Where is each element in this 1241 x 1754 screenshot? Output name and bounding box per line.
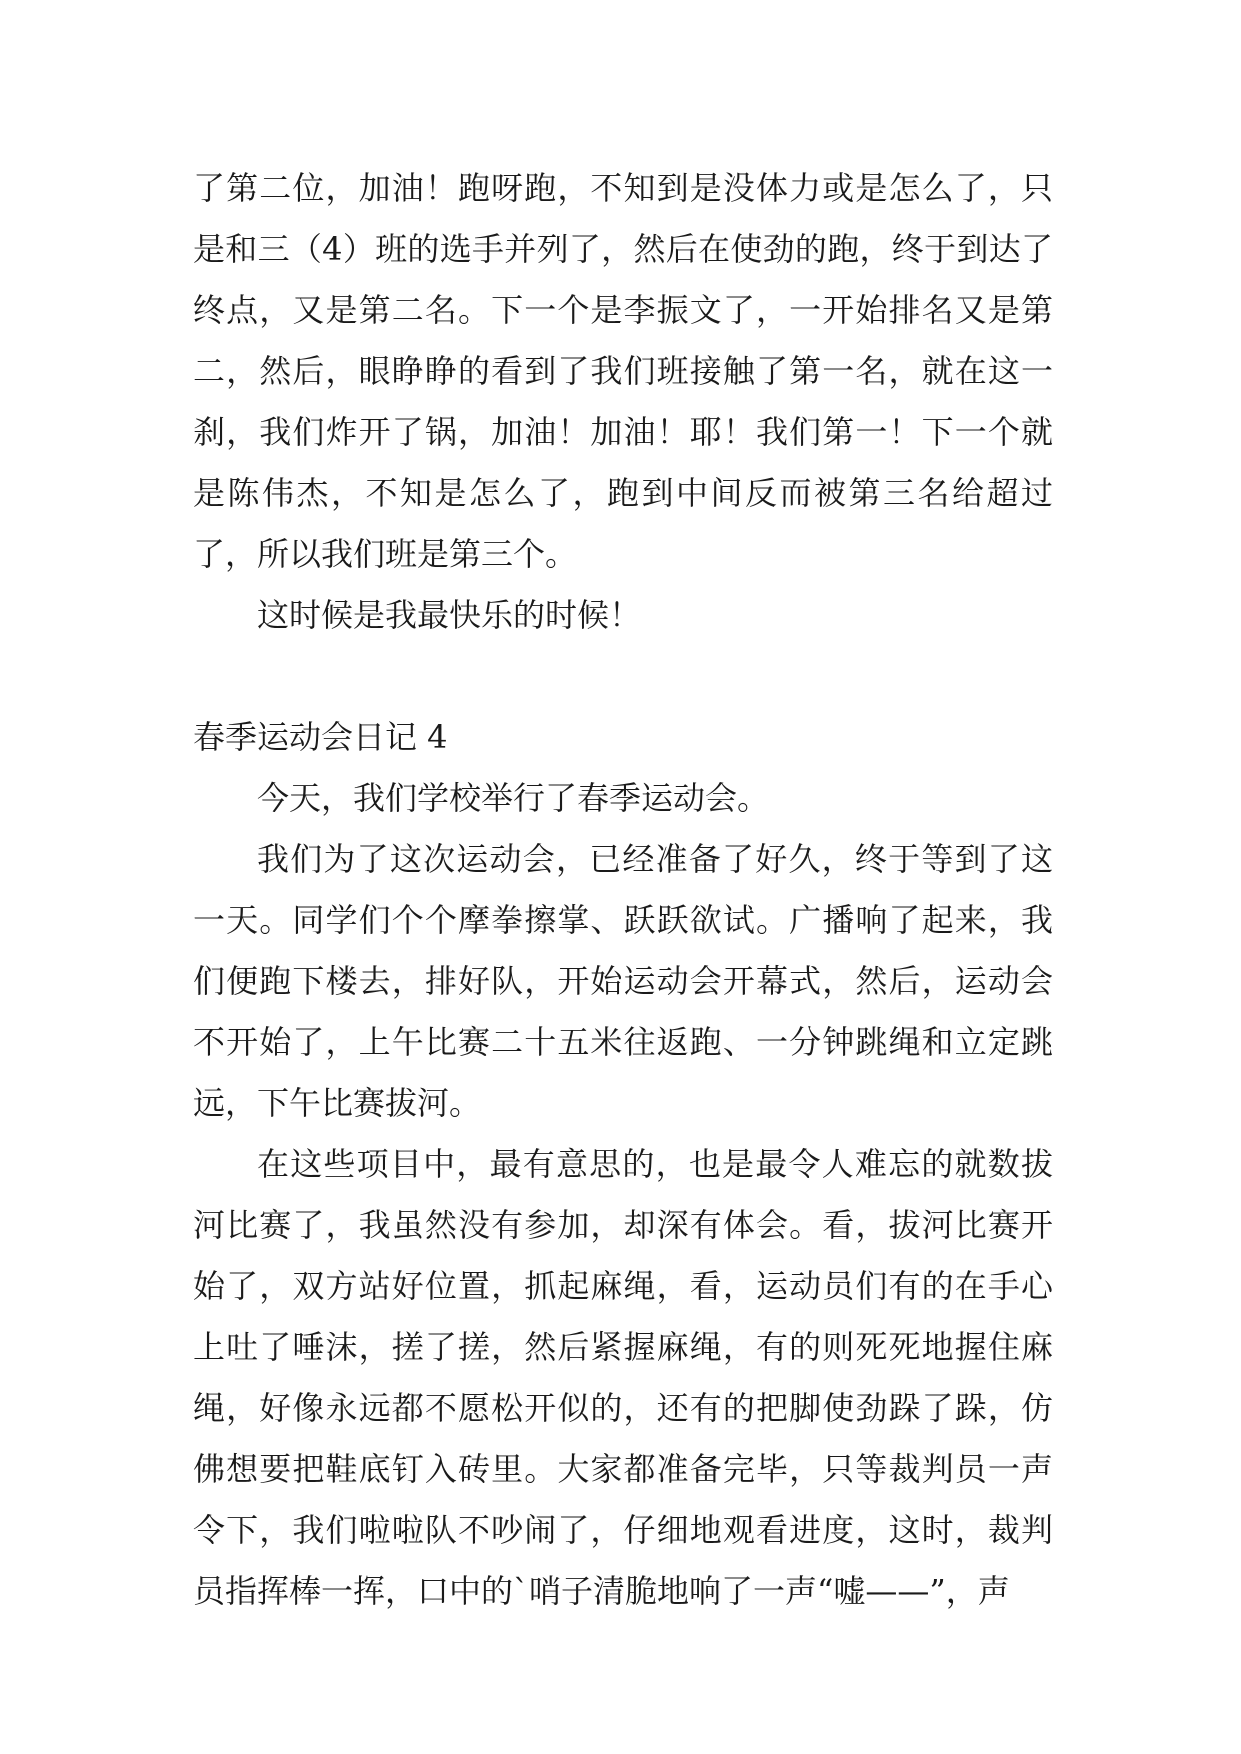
- section-title: 春季运动会日记 4: [193, 718, 448, 756]
- paragraph-preparation: 我们为了这次运动会，已经准备了好久，终于等到了这一天。同学们个个摩拳擦掌、跃跃欲试。广播响了起来，我们便跑下楼去，排好队，开始运动会开幕式，然后，运动会不开始了，上午比赛二十五米往返跑、一分钟跳绳和立定跳远，下午比赛拔河。: [193, 840, 1053, 1122]
- paragraph-happiest-moment: 这时候是我最快乐的时候！: [257, 596, 642, 634]
- section-spacer: [193, 646, 1053, 707]
- paragraph-tug-of-war: 在这些项目中，最有意思的，也是最令人难忘的就数拔河比赛了，我虽然没有参加，却深有体会。看，拔河比赛开始了，双方站好位置，抓起麻绳，看，运动员们有的在手心上吐了唾沫，搓了搓，然后紧握麻绳，有的则死死地握住麻绳，好像永远都不愿松开似的，还有的把脚使劲跺了跺，仿佛想要把鞋底钉入砖里。大家都准备完毕，只等裁判员一声令下，我们啦啦队不吵闹了，仔细地观看进度，这时，裁判员指挥棒一挥，口中的`哨子清脆地响了一声“嘘——”，声: [193, 1145, 1053, 1610]
- document-body: [193, 158, 1053, 1622]
- paragraph-intro: 今天，我们学校举行了春季运动会。: [257, 779, 770, 817]
- paragraph-continued: 了第二位，加油！跑呀跑，不知到是没体力或是怎么了，只是和三（4）班的选手并列了，然后在使劲的跑，终于到达了终点，又是第二名。下一个是李振文了，一开始排名又是第二，然后，眼睁睁的看到了我们班接触了第一名，就在这一刹，我们炸开了锅，加油！加油！耶！我们第一！下一个就是陈伟杰，不知是怎么了，跑到中间反而被第三名给超过了，所以我们班是第三个。: [193, 169, 1053, 573]
